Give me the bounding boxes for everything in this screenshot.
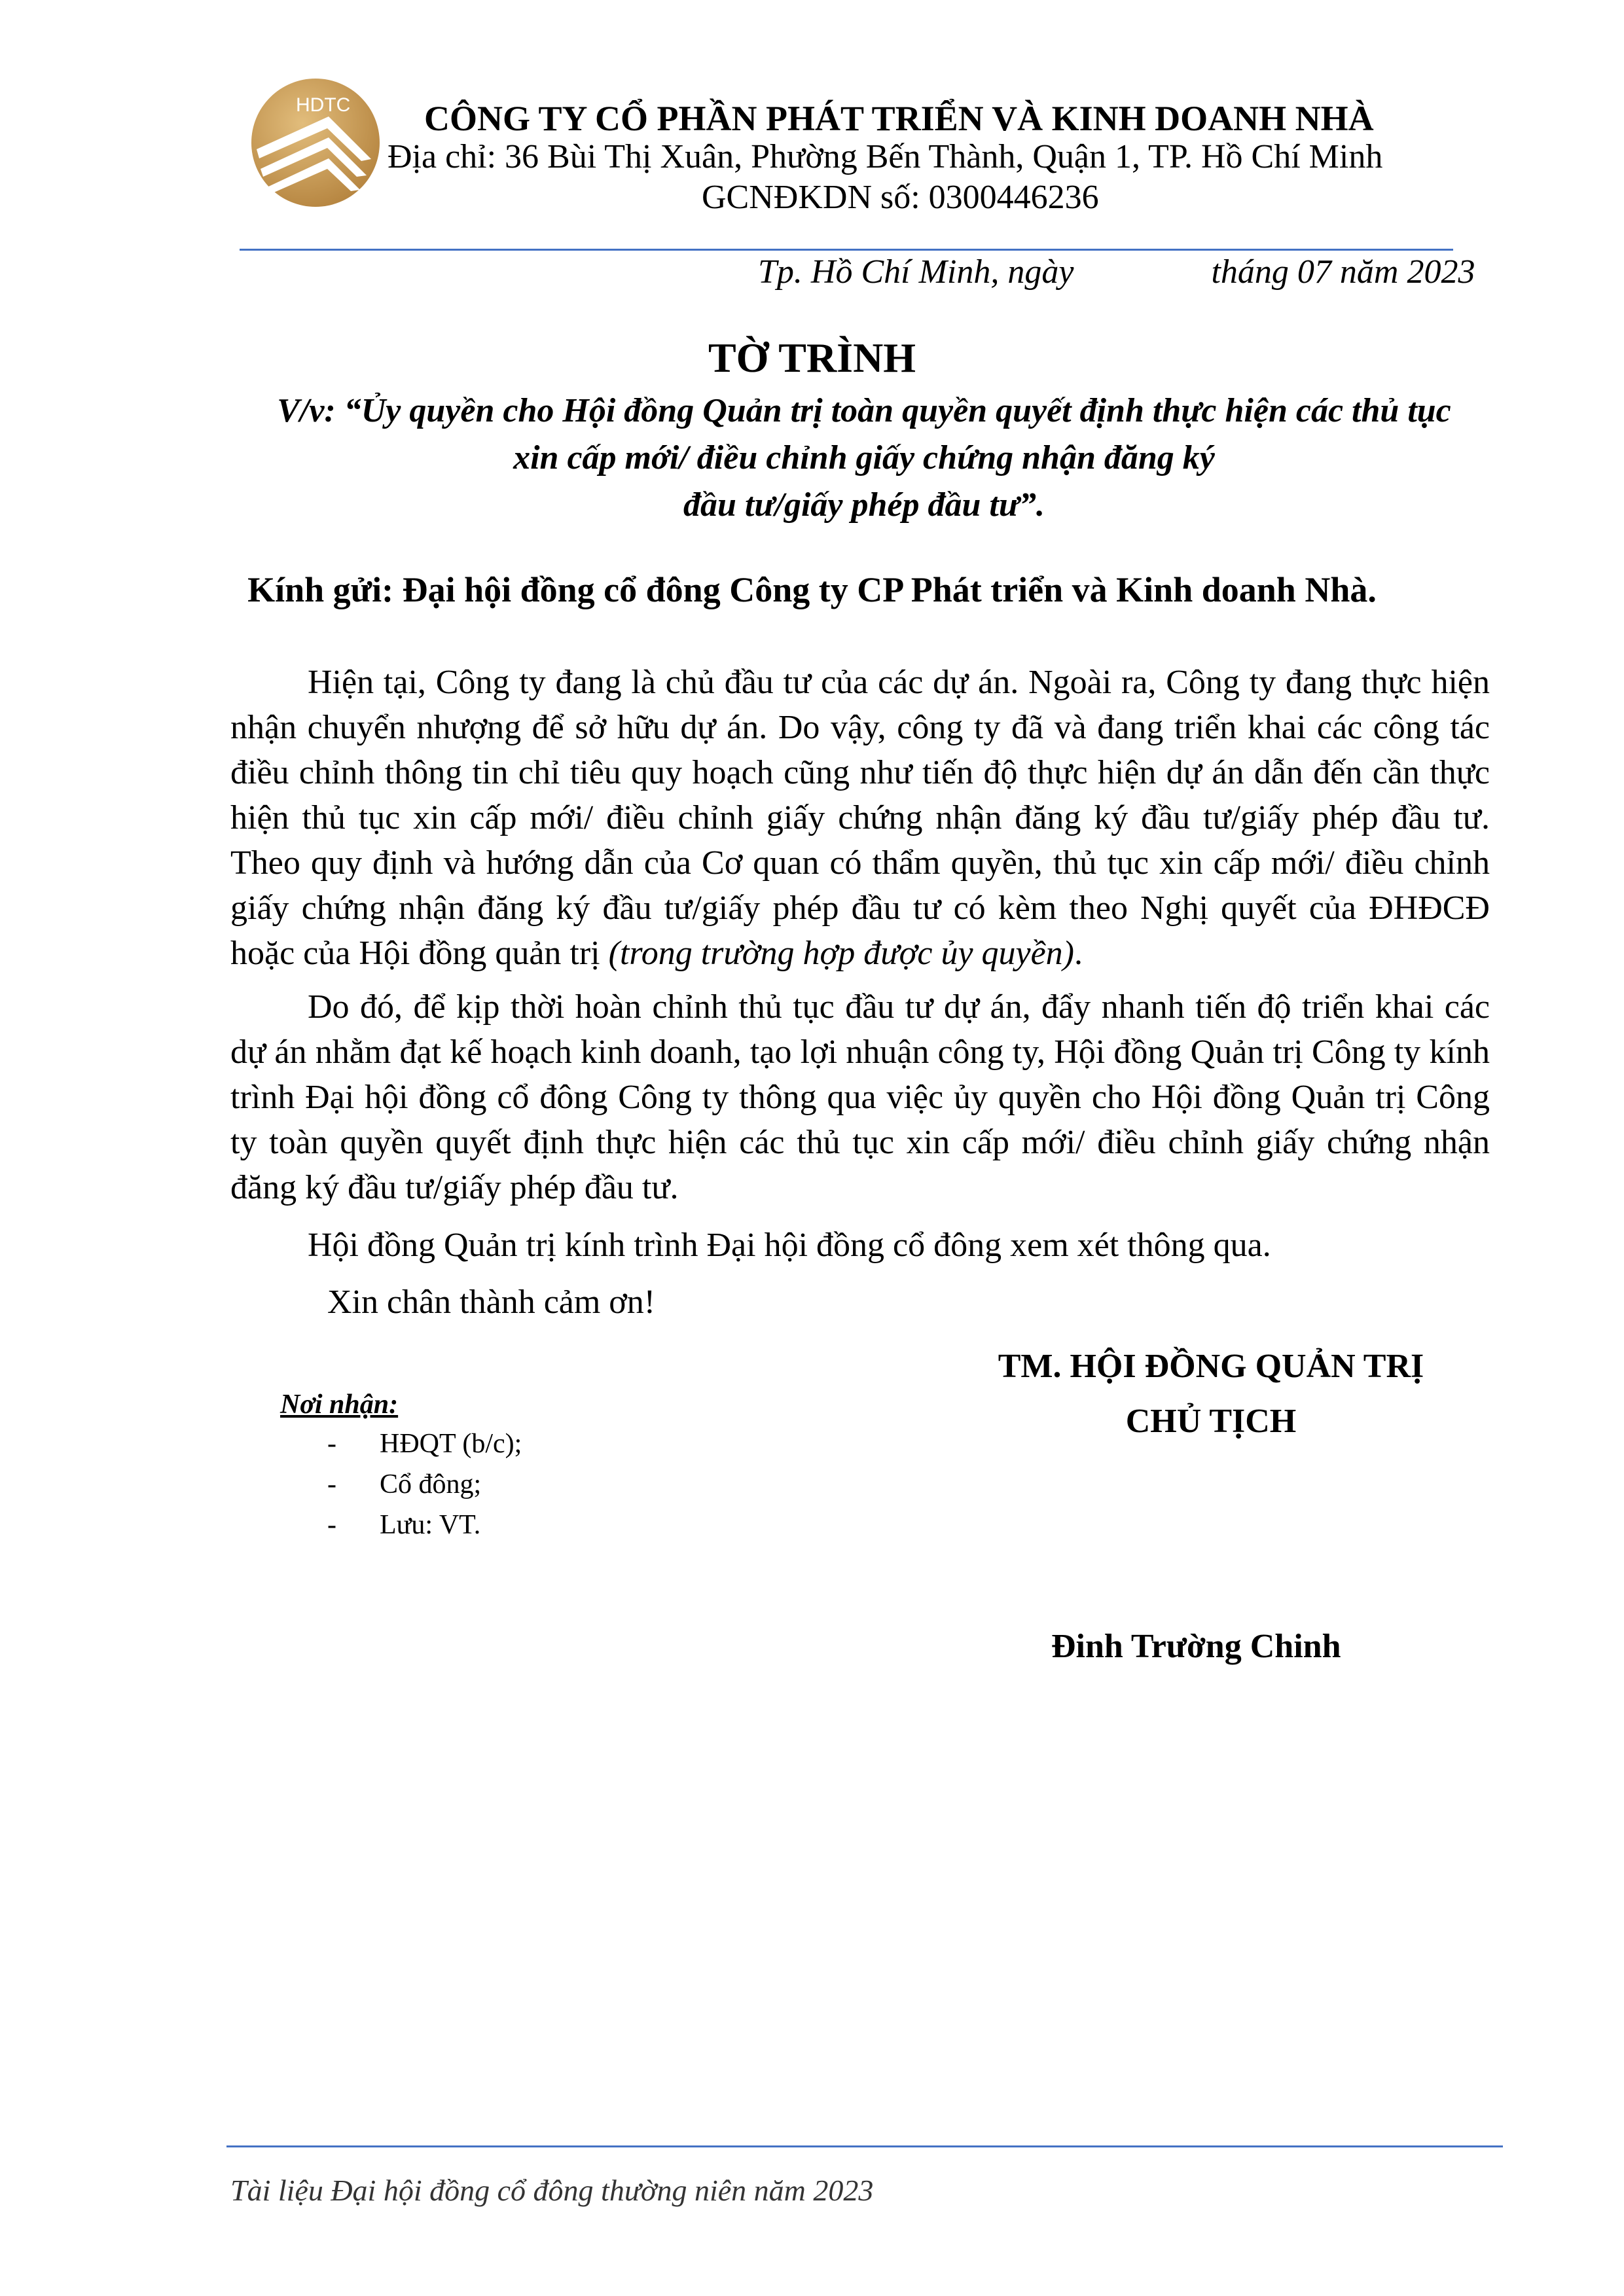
signature-role (943, 1339, 1479, 1449)
logo-text: HDTC (296, 94, 351, 116)
recipient-text: Lưu: VT. (380, 1510, 481, 1540)
header-divider (240, 249, 1453, 251)
subject-line: xin cấp mới/ điều chỉnh giấy chứng nhận đăng ký (513, 439, 1215, 476)
company-address: Địa chỉ: 36 Bùi Thị Xuân, Phường Bến Thành, Quận 1, TP. Hồ Chí Minh (388, 138, 1383, 175)
footer-divider (226, 2145, 1503, 2147)
subject-line: V/v: “Ủy quyền cho Hội đồng Quản trị toàn quyền quyết định thực hiện các thủ tục (277, 392, 1451, 429)
addressee: Kính gửi: Đại hội đồng cổ đông Công ty CP Phát triển và Kinh doanh Nhà. (247, 570, 1377, 609)
page-footer: Tài liệu Đại hội đồng cổ đông thường niên năm 2023 (230, 2174, 874, 2207)
signer-name: Đinh Trường Chinh (1051, 1628, 1341, 1665)
closing-line: Xin chân thành cảm ơn! (327, 1283, 656, 1321)
company-name: CÔNG TY CỔ PHẦN PHÁT TRIỂN VÀ KINH DOANH NHÀ (424, 99, 1374, 138)
paragraph-1 (230, 660, 1490, 976)
paragraph-1-italic: (trong trường hợp được ủy quyền) (608, 935, 1074, 972)
paragraph-1-end: . (1074, 935, 1083, 972)
document-title: TỜ TRÌNH (708, 334, 916, 381)
paragraph-3: Hội đồng Quản trị kính trình Đại hội đồng cổ đông xem xét thông qua. (308, 1227, 1271, 1264)
recipient-item: - Lưu: VT. (327, 1510, 481, 1540)
recipient-item: - Cổ đông; (327, 1469, 482, 1499)
date-month-year: tháng 07 năm 2023 (1211, 253, 1475, 291)
paragraph-2: Do đó, để kịp thời hoàn chỉnh thủ tục đầu tư dự án, đẩy nhanh tiến độ triển khai các dự án nhằm đạt kế hoạch kinh doanh, tạo lợi nhuận công ty, Hội đồng Quản trị Công ty kính trình Đại hội đồng cổ đông Công ty thông qua việc ủy quyền cho Hội đồng Quản trị Công ty toàn quyền quyết định thực hiện các thủ tục xin cấp mới/ điều chỉnh giấy chứng nhận đăng ký đầu tư/giấy phép đầu tư. (230, 988, 1490, 1206)
company-logo-graphic (250, 77, 381, 208)
paragraph-1-main: Hiện tại, Công ty đang là chủ đầu tư của các dự án. Ngoài ra, Công ty đang thực hiện nhận chuyển nhượng để sở hữu dự án. Do vậy, công ty đã và đang triển khai các công tác điều chỉnh thông tin chỉ tiêu quy hoạch cũng như tiến độ thực hiện dự án dẫn đến cần thực hiện thủ tục xin cấp mới/ điều chỉnh giấy chứng nhận đăng ký đầu tư/giấy phép đầu tư. Theo quy định và hướng dẫn của Cơ quan có thẩm quyền, thủ tục xin cấp mới/ điều chỉnh giấy chứng nhận đăng ký đầu tư/giấy phép đầu tư có kèm theo Nghị quyết của ĐHĐCĐ hoặc của Hội đồng quản trị (230, 664, 1490, 972)
recipient-item: - HĐQT (b/c); (327, 1429, 522, 1459)
signature-role-line2: CHỦ TỊCH (1125, 1403, 1297, 1440)
company-logo (250, 77, 381, 208)
recipients-label: Nơi nhận: (280, 1390, 399, 1420)
date-line (758, 253, 1475, 291)
recipient-text: Cổ đông; (380, 1469, 482, 1499)
signature-role-line1: TM. HỘI ĐỒNG QUẢN TRỊ (998, 1348, 1424, 1385)
document-subject (236, 387, 1492, 529)
date-place: Tp. Hồ Chí Minh, ngày (758, 253, 1074, 291)
recipient-text: HĐQT (b/c); (380, 1429, 522, 1459)
subject-line: đầu tư/giấy phép đầu tư”. (683, 486, 1045, 524)
business-license: GCNĐKDN số: 0300446236 (702, 179, 1099, 216)
